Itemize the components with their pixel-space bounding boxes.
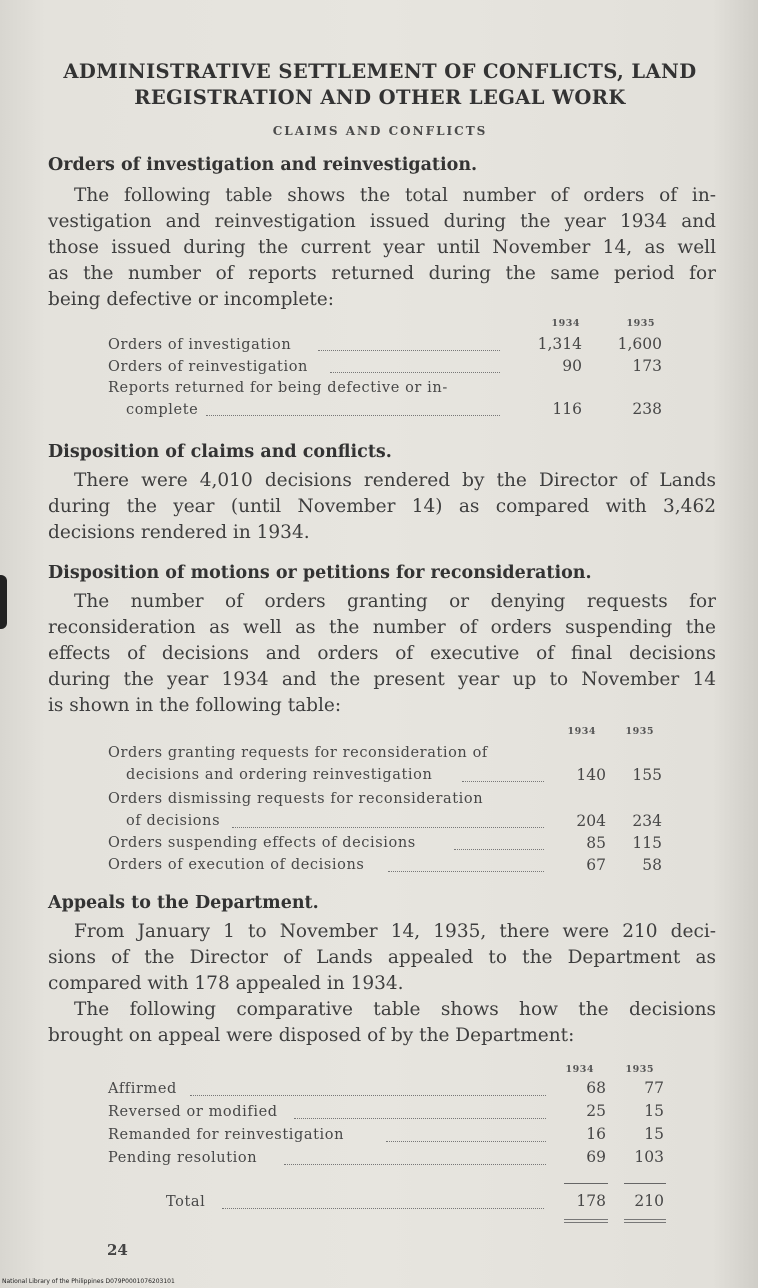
row-label: Orders of reinvestigation [108, 359, 308, 375]
heading-disposition-motions: Disposition of motions or petitions for reconsideration. [48, 563, 592, 583]
row-label: Orders of investigation [108, 337, 292, 353]
cell-value: 16 [586, 1125, 606, 1143]
text-line: compared with 178 appealed in 1934. [48, 973, 404, 994]
cell-value: 238 [632, 400, 662, 418]
text-line: decisions rendered in 1934. [48, 522, 310, 543]
cell-value: 85 [586, 834, 606, 852]
column-header-1935: 1935 [626, 318, 655, 329]
cell-value: 68 [586, 1079, 606, 1097]
text-line: as the number of reports returned during the same period for [48, 263, 716, 284]
cell-value: 15 [644, 1102, 664, 1120]
text-line: From January 1 to November 14, 1935, there were 210 deci- [74, 921, 716, 942]
leader-dots [386, 1141, 546, 1142]
heading-orders-investigation: Orders of investigation and reinvestigation. [48, 155, 478, 175]
cell-value: 67 [586, 856, 606, 874]
total-double-rule [564, 1219, 608, 1223]
text-line: vestigation and reinvestigation issued during the year 1934 and [48, 211, 716, 232]
text-line: The following table shows the total number of orders of in- [74, 185, 716, 206]
leader-dots [294, 1118, 546, 1119]
text-line: is shown in the following table: [48, 695, 342, 716]
leader-dots [388, 871, 544, 872]
section-subtitle: CLAIMS AND CONFLICTS [272, 124, 488, 138]
cell-value: 25 [586, 1102, 606, 1120]
text-line: The number of orders granting or denying requests for [74, 591, 716, 612]
paragraph-disposition-claims [48, 468, 716, 546]
row-label-continued: of decisions [126, 813, 221, 829]
row-label: Orders of execution of decisions [108, 857, 365, 873]
column-header-1934: 1934 [565, 1064, 594, 1075]
text-line: during the year (until November 14) as compared with 3,462 [48, 496, 716, 517]
row-label: Remanded for reinvestigation [108, 1127, 345, 1143]
page-title-line2: REGISTRATION AND OTHER LEGAL WORK [134, 86, 626, 109]
paragraph-appeals [48, 919, 716, 1049]
cell-value: 140 [576, 766, 606, 784]
row-label: Orders suspending effects of decisions [108, 835, 416, 851]
cell-value: 116 [552, 400, 582, 418]
text-line: The following comparative table shows how the decisions [74, 999, 716, 1020]
cell-value: 1,314 [537, 335, 582, 353]
heading-disposition-claims: Disposition of claims and conflicts. [48, 442, 392, 462]
row-label-continued: complete [126, 402, 199, 418]
text-line: There were 4,010 decisions rendered by the Director of Lands [74, 470, 716, 491]
cell-value: 1,600 [617, 335, 662, 353]
total-double-rule [624, 1219, 666, 1223]
cell-value: 90 [562, 357, 582, 375]
text-line: reconsideration as well as the number of orders suspending the [48, 617, 716, 638]
column-header-1934: 1934 [567, 726, 596, 737]
cell-value: 115 [632, 834, 662, 852]
text-line: effects of decisions and orders of executive of final decisions [48, 643, 716, 664]
leader-dots [454, 849, 544, 850]
row-label: Pending resolution [108, 1150, 258, 1166]
leader-dots [284, 1164, 546, 1165]
paragraph-disposition-motions [48, 589, 716, 719]
text-line: sions of the Director of Lands appealed to the Department as [48, 947, 716, 968]
total-value-1935: 210 [634, 1192, 664, 1210]
row-label: Orders dismissing requests for reconsideration [108, 791, 484, 807]
leader-dots [462, 781, 544, 782]
cell-value: 103 [634, 1148, 664, 1166]
page-number: 24 [107, 1241, 128, 1259]
cell-value: 204 [576, 812, 606, 830]
binding-mark [0, 575, 7, 629]
cell-value: 15 [644, 1125, 664, 1143]
sum-rule [624, 1183, 666, 1184]
column-header-1934: 1934 [551, 318, 580, 329]
page-title-line1: ADMINISTRATIVE SETTLEMENT OF CONFLICTS, LAND [63, 60, 697, 83]
cell-value: 58 [642, 856, 662, 874]
text-line: being defective or incomplete: [48, 289, 334, 310]
leader-dots [222, 1208, 544, 1209]
cell-value: 77 [644, 1079, 664, 1097]
cell-value: 234 [632, 812, 662, 830]
total-value-1934: 178 [576, 1192, 606, 1210]
text-line: those issued during the current year until November 14, as well [48, 237, 716, 258]
leader-dots [190, 1095, 546, 1096]
leader-dots [318, 350, 500, 351]
text-line: brought on appeal were disposed of by the Department: [48, 1025, 575, 1046]
scan-footer: National Library of the Philippines D079P0001076203101 [2, 1278, 175, 1285]
row-label: Orders granting requests for reconsideration of [108, 745, 488, 761]
row-label: Reports returned for being defective or in- [108, 380, 448, 396]
cell-value: 155 [632, 766, 662, 784]
heading-appeals: Appeals to the Department. [48, 893, 319, 913]
total-label: Total [166, 1194, 206, 1210]
column-header-1935: 1935 [625, 726, 654, 737]
leader-dots [232, 827, 544, 828]
column-header-1935: 1935 [625, 1064, 654, 1075]
row-label: Reversed or modified [108, 1104, 278, 1120]
row-label-continued: decisions and ordering reinvestigation [126, 767, 433, 783]
sum-rule [564, 1183, 608, 1184]
leader-dots [330, 372, 500, 373]
paragraph-orders-investigation [48, 183, 716, 313]
cell-value: 69 [586, 1148, 606, 1166]
cell-value: 173 [632, 357, 662, 375]
leader-dots [206, 415, 500, 416]
text-line: during the year 1934 and the present year up to November 14 [48, 669, 716, 690]
row-label: Affirmed [108, 1081, 177, 1097]
